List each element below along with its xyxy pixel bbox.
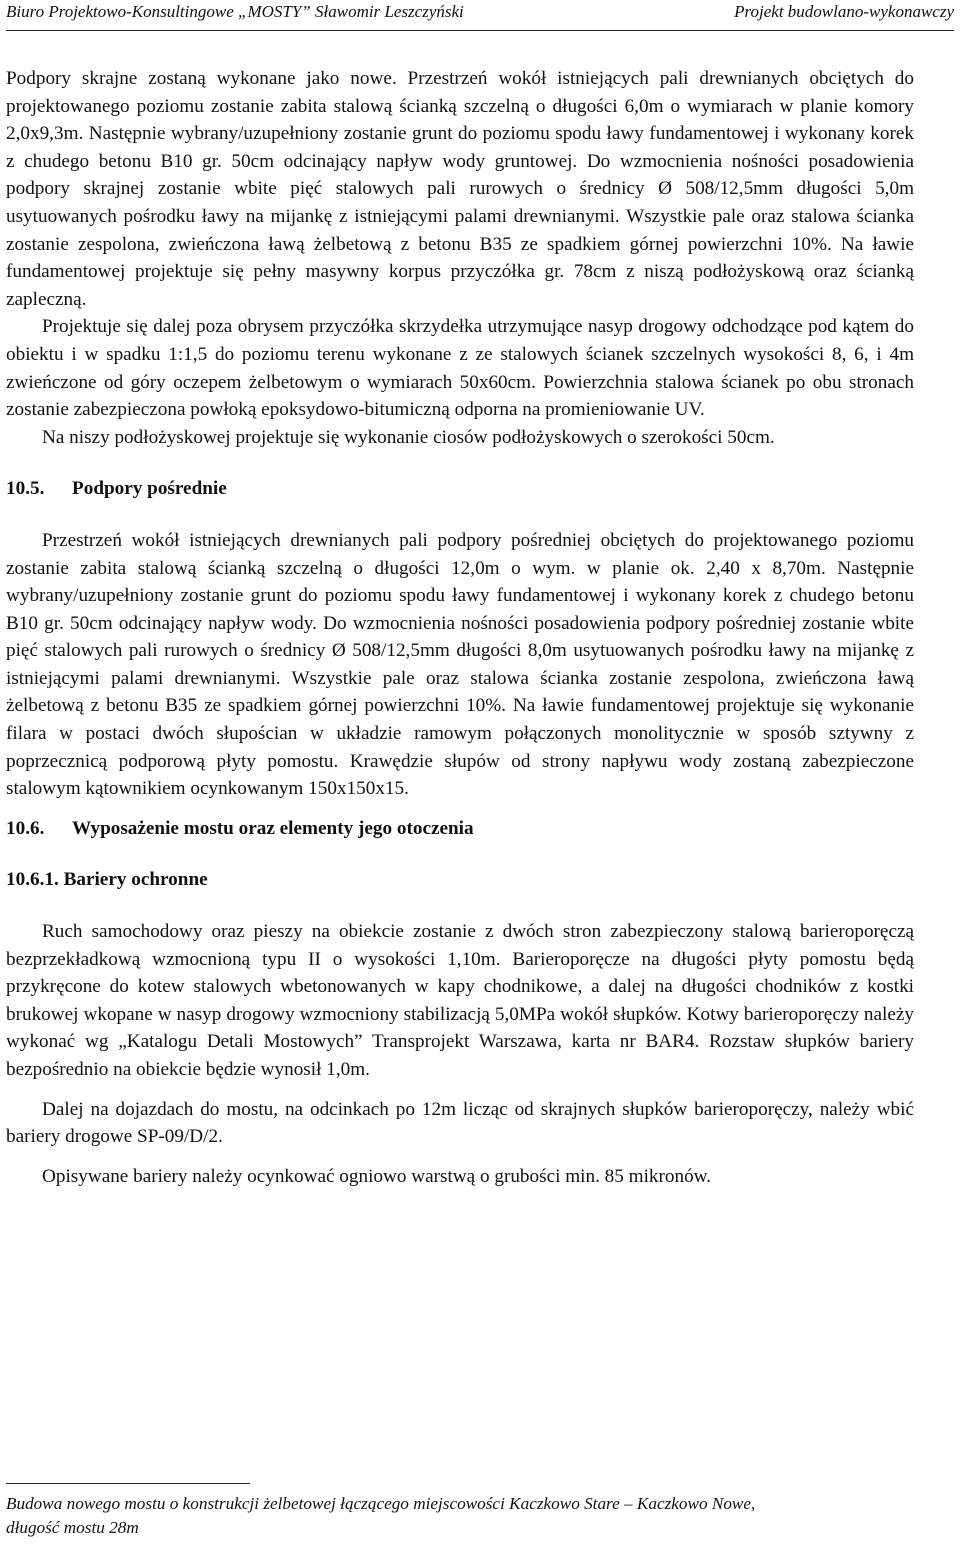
heading-number: 10.6.1. <box>6 869 59 891</box>
heading-text: Bariery ochronne <box>63 869 208 891</box>
paragraph-nisza: Na niszy podłożyskowej projektuje się wykonanie ciosów podłożyskowych o szerokości 50cm. <box>42 426 775 448</box>
header-divider <box>6 30 954 31</box>
heading-number: 10.5. <box>6 478 45 500</box>
header-company: Biuro Projektowo-Konsultingowe „MOSTY” Sławomir Leszczyński <box>6 2 464 21</box>
document-body <box>6 65 914 1190</box>
heading-wyposazenie <box>6 815 914 843</box>
heading-podpory-posrednie <box>6 475 914 503</box>
footer-line-2: długość mostu 28m <box>6 1518 139 1537</box>
header-project-type: Projekt budowlano-wykonawczy <box>734 2 954 21</box>
footer-line-1: Budowa nowego mostu o konstrukcji żelbetowej łączącego miejscowości Kaczkowo Stare – Kaczkowo Nowe, <box>6 1494 756 1513</box>
page-header <box>6 0 954 26</box>
paragraph-ocynkowanie: Opisywane bariery należy ocynkować ogniowo warstwą o grubości min. 85 mikronów. <box>42 1165 712 1187</box>
paragraph-dojazdy: Dalej na dojazdach do mostu, na odcinkach po 12m licząc od skrajnych słupków barieroporęczy, należy wbić bariery drogowe SP-09/D/2. <box>6 1098 914 1148</box>
paragraph-skrzydelka: Projektuje się dalej poza obrysem przyczółka skrzydełka utrzymujące nasyp drogowy odchodzące pod kątem do obiektu i w spadku 1:1,5 do poziomu terenu wykonane z ze stalowych ścianek szczelnych wysokości 8, 6, i 4m zwieńczone od góry oczepem żelbetowym o wymiarach 50x60cm. Powierzchnia stalowa ścianek po obu stronach zostanie zabezpieczona powłoką epoksydowo-bitumiczną odporna na promieniowanie UV. <box>6 316 914 421</box>
heading-bariery <box>6 866 914 894</box>
heading-text: Podpory pośrednie <box>72 478 227 500</box>
paragraph-bariery: Ruch samochodowy oraz pieszy na obiekcie zostanie z dwóch stron zabezpieczony stalową barieroporęczą bezprzekładkową wzmocnioną typu II o wysokości 1,10m. Barieroporęcze na długości płyty pomostu będą przykręcone do kotew stalowych wbetonowanych w kapy chodnikowe, a dalej na długości chodników z kostki brukowej wkopane w nasyp drogowy wzmocniony stabilizacją 5,0MPa wokół słupków. Kotwy barieroporęczy należy wykonać wg „Katalogu Detali Mostowych” Transprojekt Warszawa, karta nr BAR4. Rozstaw słupków bariery bezpośrednio na obiekcie będzie wynosił 1,0m. <box>6 921 914 1080</box>
footer-divider <box>6 1483 250 1484</box>
paragraph-podpory-posrednie: Przestrzeń wokół istniejących drewnianych pali podpory pośredniej obciętych do projektowanego poziomu zostanie zabita stalową ścianką szczelną o długości 12,0m o wym. w planie ok. 2,40 x 8,70m. Następnie wybrany/uzupełniony zostanie grunt do poziomu spodu ławy fundamentowej i wykonany korek z chudego betonu B10 gr. 50cm odcinający napływ wody. Do wzmocnienia nośności posadowienia podpory pośredniej zostanie wbite pięć stalowych pali rurowych o średnicy Ø 508/12,5mm długości 8,0m usytuowanych pośrodku ławy na mijankę z istniejącymi palami drewnianymi. Wszystkie pale oraz stalowa ścianka zostanie zespolona, zwieńczona ławą żelbetową z betonu B35 ze spadkiem górnej powierzchni 10%. Na ławie fundamentowej projektuje się wykonanie filara w postaci dwóch słupościan w układzie ramowym połączonych monolitycznie w sposób sztywny z poprzecznicą podporową płyty pomostu. Krawędzie słupów od strony napływu wody zostaną zabezpieczone stalowym kątownikiem ocynkowanym 150x150x15. <box>6 529 914 800</box>
heading-text: Wyposażenie mostu oraz elementy jego otoczenia <box>72 817 474 839</box>
page-footer <box>6 1492 914 1540</box>
heading-number: 10.6. <box>6 817 45 839</box>
paragraph-podpory-skrajne: Podpory skrajne zostaną wykonane jako nowe. Przestrzeń wokół istniejących pali drewnianych obciętych do projektowanego poziomu zostanie zabita stalową ścianką szczelną o długości 6,0m o wymiarach w planie komory 2,0x9,3m. Następnie wybrany/uzupełniony zostanie grunt do poziomu spodu ławy fundamentowej i wykonany korek z chudego betonu B10 gr. 50cm odcinający napływ wody gruntowej. Do wzmocnienia nośności posadowienia podpory skrajnej zostanie wbite pięć stalowych pali rurowych o średnicy Ø 508/12,5mm długości 5,0m usytuowanych pośrodku ławy na mijankę z istniejącymi palami drewnianymi. Wszystkie pale oraz stalowa ścianka zostanie zespolona, zwieńczona ławą żelbetową z betonu B35 ze spadkiem górnej powierzchni 10%. Na ławie fundamentowej projektuje się pełny masywny korpus przyczółka gr. 78cm z niszą podłożyskową oraz ścianką zapleczną. <box>6 68 914 310</box>
